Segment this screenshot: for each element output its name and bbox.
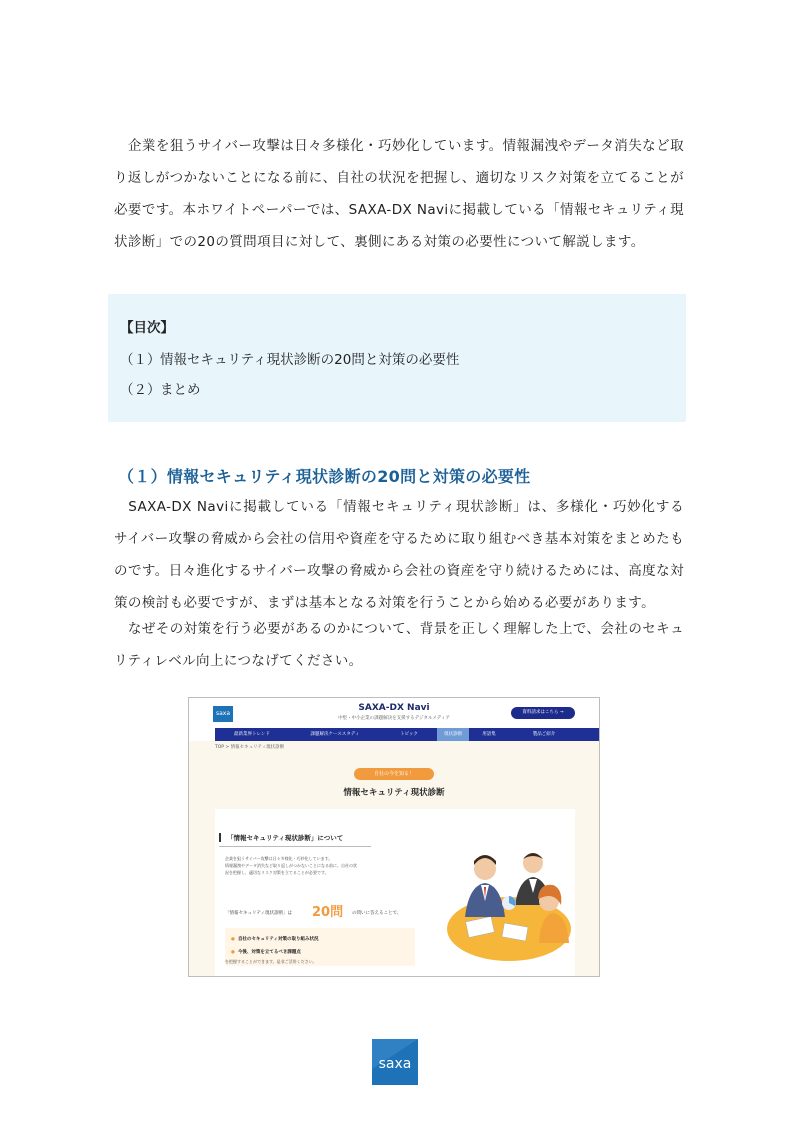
toc-item[interactable] (120, 348, 459, 368)
toc-item-label: 情報セキュリティ現状診断の20問と対策の必要性 (160, 352, 460, 368)
intro-paragraph: 企業を狙うサイバー攻撃は日々多様化・巧妙化しています。情報漏洩やデータ消失など取り返しがつかないことになる前に、自社の状況を把握し、適切なリスク対策を立てることが必要です。本ホワイトペーパーでは、SAXA-DX Naviに掲載している「情報セキュリティ現状診断」での20の質問項目に対して、裏側にある対策の必要性について解説します。 (114, 138, 684, 250)
toc-item-number: （２） (120, 382, 161, 398)
card-footer-text: を把握することができます。是非ご活用ください。 (225, 959, 317, 964)
section-pill: 自社の今を知る！ (354, 768, 434, 780)
breadcrumb[interactable]: TOP > 情報セキュリティ現状診断 (215, 745, 285, 750)
section-heading: （１）情報セキュリティ現状診断の20問と対策の必要性 (118, 467, 531, 486)
site-subtitle: 中堅・中小企業の課題解決を支援するデジタルメディア (338, 716, 450, 721)
count-after: の問いに答えることで、 (352, 911, 402, 916)
site-logo: saxa (213, 706, 233, 722)
bullet-icon: ● (231, 937, 235, 942)
saxa-logo (372, 1039, 418, 1085)
section-paragraph: SAXA-DX Naviに掲載している「情報セキュリティ現状診断」は、多様化・巧妙化するサイバー攻撃の脅威から会社の信用や資産を守るために取り組むべき基本対策をまとめたものです。日々進化するサイバー攻撃の脅威から会社の資産を守り続けるためには、高度な対策の検討も必要ですが、まずは基本となる対策を行うことから始める必要があります。 (114, 499, 684, 611)
nav-item-casestudy[interactable]: 課題解決ケーススタディ (310, 732, 360, 737)
list-item: ● 自社のセキュリティ対策の取り組み状況 (231, 937, 319, 942)
nav-item-diagnosis[interactable]: 現状診断 (437, 728, 469, 741)
card-text-line: 況を把握し、適切なリスク対策を立てることが必要です。 (225, 870, 329, 875)
bullet-icon: ● (231, 950, 235, 955)
svg-text:saxa: saxa (378, 1056, 412, 1072)
toc-item-number: （１） (120, 352, 161, 368)
page-title: 情報セキュリティ現状診断 (343, 788, 445, 798)
site-nav-bar (215, 728, 599, 741)
toc-title: 【目次】 (120, 320, 174, 336)
card-divider (219, 846, 371, 847)
card-text-line: 情報漏洩やデータ消失など取り返しがつかないことになる前に、自社の状 (225, 863, 357, 868)
nav-item-glossary[interactable]: 用語集 (482, 732, 496, 737)
card-text-line: 企業を狙うサイバー攻撃は日々多様化・巧妙化しています。 (225, 856, 333, 861)
count-label: 「情報セキュリティ現状診断」は (225, 911, 293, 916)
list-item: ● 今後、対策を立てるべき課題点 (231, 950, 301, 955)
toc-item-label: まとめ (160, 382, 201, 398)
nav-item-trend[interactable]: 最新業界トレンド (234, 732, 270, 737)
site-title: SAXA-DX Navi (358, 703, 430, 713)
site-header (189, 698, 599, 728)
content-card (215, 809, 575, 977)
card-title: 「情報セキュリティ現状診断」について (219, 833, 343, 842)
website-screenshot (188, 697, 600, 977)
site-nav (189, 728, 599, 741)
question-count: 20問 (312, 905, 344, 920)
request-docs-button[interactable]: 資料請求はこちら → (511, 707, 575, 719)
nav-item-products[interactable]: 製品ご紹介 (532, 732, 556, 737)
nav-item-topic[interactable]: トピック (400, 732, 418, 737)
toc-item[interactable] (120, 378, 201, 398)
business-meeting-illustration (443, 839, 577, 973)
table-of-contents (108, 294, 686, 422)
section-paragraph: なぜその対策を行う必要があるのかについて、背景を正しく理解した上で、会社のセキュリティレベル向上につなげてください。 (114, 621, 684, 669)
